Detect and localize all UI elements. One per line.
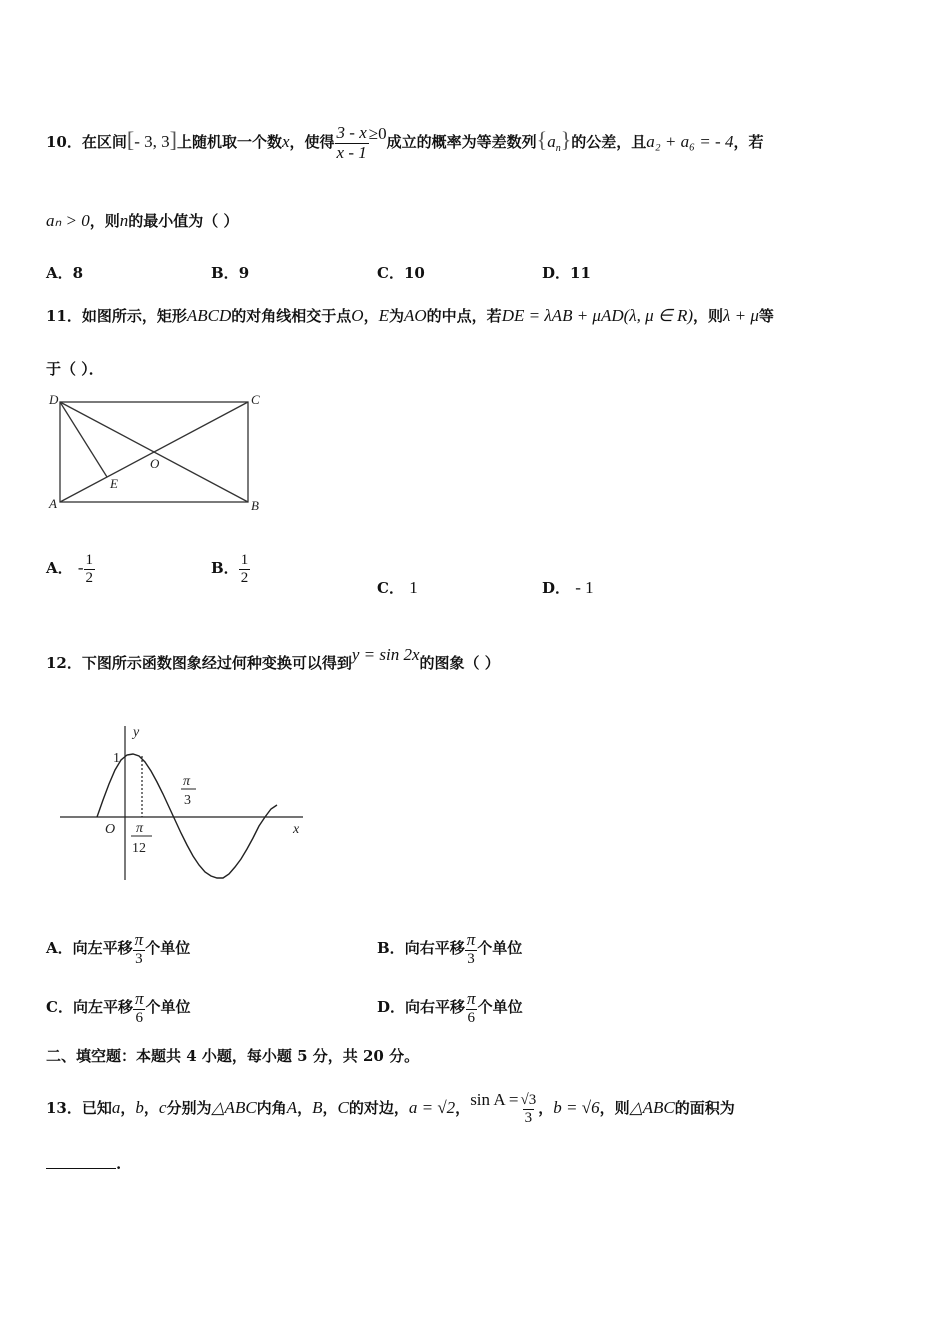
q10-text: 上随机取一个数 — [176, 133, 282, 152]
label-origin: O — [105, 822, 116, 837]
fraction-denominator: 6 — [135, 1009, 143, 1026]
q11-text: ， — [363, 307, 379, 325]
option-label: A． — [46, 939, 73, 958]
q13-text: 内角 — [256, 1099, 287, 1117]
q11-option-d[interactable] — [542, 577, 594, 598]
option-fraction — [465, 931, 478, 967]
label-x: x — [293, 822, 300, 837]
q13-var-a: a — [111, 1098, 121, 1117]
q13-end: . — [116, 1155, 122, 1173]
answer-blank-line[interactable] — [46, 1168, 116, 1169]
option-value: 11 — [570, 264, 591, 282]
q10-option-b[interactable] — [211, 262, 249, 283]
option-label: A． — [46, 264, 73, 282]
q10-condition: a₂ + a₆ = - 4 — [646, 132, 734, 152]
q13-text: ，则 — [599, 1099, 630, 1117]
fraction-numerator: 3 - x — [336, 123, 367, 142]
option-text: 个单位 — [477, 998, 523, 1017]
q13-triangle: △ABC — [629, 1098, 675, 1117]
q10-option-a[interactable] — [46, 262, 83, 283]
label-pi-bottom: π — [136, 821, 144, 836]
q13-sin-a: sin A = — [470, 1090, 519, 1109]
q13-angle-c: C — [337, 1098, 349, 1117]
interval-bracket-right: ] — [169, 127, 177, 153]
interval-bracket-left: [ — [126, 127, 135, 153]
q10-var-n: n — [119, 211, 129, 230]
segment-de — [60, 402, 107, 477]
option-text: 向右平移 — [404, 939, 465, 958]
option-text: 个单位 — [477, 939, 523, 958]
q12-option-d[interactable] — [377, 990, 523, 1026]
option-value: 9 — [238, 264, 250, 282]
q11-segment-ao: AO — [404, 306, 427, 325]
option-label: D． — [542, 579, 571, 597]
label-o: O — [150, 456, 160, 471]
rectangle-figure — [46, 390, 276, 515]
q12-text: 的图象（ ） — [419, 654, 500, 672]
brace-right: } — [560, 127, 572, 153]
q13-number: 13． — [46, 1099, 82, 1117]
fraction-numerator: π — [467, 989, 476, 1008]
label-three: 3 — [184, 793, 191, 808]
option-text: 向左平移 — [72, 939, 133, 958]
option-text: 向左平移 — [72, 998, 133, 1017]
q11-text: 如图所示，矩形 — [81, 307, 187, 325]
label-one: 1 — [113, 751, 120, 766]
q10-text: 在区间 — [81, 133, 127, 152]
fraction-denominator: 3 — [467, 950, 475, 967]
option-label: C． — [377, 579, 404, 597]
q11-text: ，则 — [693, 307, 724, 325]
option-value: 1 — [409, 578, 418, 597]
q10-positive-condition: aₙ > 0 — [46, 211, 90, 230]
option-label: D． — [542, 264, 571, 282]
q11-vector-expr: DE = λAB + μAD(λ, μ ∈ R) — [501, 306, 694, 325]
q11-option-b[interactable] — [211, 552, 250, 586]
q10-text: 的最小值为（ ） — [128, 212, 239, 230]
option-value: - 1 — [575, 578, 594, 597]
q10-text: 的公差，且 — [571, 133, 647, 152]
label-twelve: 12 — [132, 841, 146, 856]
q13-triangle: △ABC — [211, 1098, 257, 1117]
option-fraction — [465, 990, 478, 1026]
q11-number: 11． — [46, 307, 82, 325]
fraction-numerator: 1 — [85, 552, 94, 568]
option-fraction — [239, 552, 251, 586]
q11-line2 — [46, 358, 104, 379]
q11-option-a[interactable] — [46, 552, 95, 586]
q13-angle-a: A — [286, 1098, 298, 1117]
option-text: 个单位 — [145, 998, 191, 1017]
q13-line1: 13．已知a，b，c分别为△ABC内角A，B，C的对边，a = √2，sin A = $\frac{√3}{3}$ ，b = √6，则△ABC的面积为 — [46, 1090, 735, 1126]
q12-function: y = sin 2x — [351, 645, 420, 664]
fraction-denominator: 6 — [467, 1009, 476, 1026]
option-value: 8 — [72, 264, 84, 282]
q10-number: 10． — [46, 133, 82, 152]
q11-sum: λ + μ — [723, 306, 759, 325]
q13-var-b: b — [135, 1098, 144, 1117]
label-pi-top: π — [183, 774, 191, 789]
q10-line2 — [46, 210, 239, 231]
option-text: 个单位 — [145, 939, 191, 958]
q12-text: 下图所示函数图象经过何种变换可以得到 — [81, 654, 352, 672]
q11-text: 的对角线相交于点 — [231, 307, 352, 325]
label-y: y — [133, 725, 140, 740]
label-d: D — [49, 392, 59, 407]
option-label: B． — [211, 264, 239, 282]
q11-text: 为 — [388, 307, 404, 325]
fraction-numerator: π — [134, 989, 144, 1008]
q11-option-c[interactable] — [377, 577, 418, 598]
q10-sequence: a — [547, 132, 556, 152]
q11-line1 — [46, 305, 774, 326]
q10-text: ，则 — [89, 212, 120, 230]
fraction-denominator: 3 — [135, 950, 143, 967]
option-label: A． — [46, 559, 73, 577]
sine-graph-figure — [55, 720, 315, 890]
label-c: C — [251, 392, 260, 407]
q13-b-value: b = √6 — [553, 1098, 600, 1117]
q12-option-c[interactable] — [46, 990, 191, 1026]
section-heading-text: 二、填空题：本题共 4 小题，每小题 5 分，共 20 分。 — [46, 1047, 420, 1065]
q11-rect-name: ABCD — [186, 306, 232, 325]
q10-inequality-fraction — [335, 124, 369, 162]
q10-option-c[interactable] — [377, 262, 425, 283]
q11-text: 等 — [758, 307, 774, 325]
q10-text: ，若 — [733, 133, 764, 152]
q13-text: 的面积为 — [674, 1099, 735, 1117]
option-sign: - — [77, 558, 84, 577]
option-label: B． — [377, 939, 405, 958]
sine-curve — [97, 754, 277, 878]
fraction-numerator: π — [134, 930, 144, 949]
q13-text: 的对边， — [348, 1099, 409, 1117]
option-label: D． — [377, 998, 406, 1017]
subscript-n: n — [555, 143, 561, 155]
q10-interval: - 3, 3 — [134, 132, 170, 152]
brace-left: { — [536, 127, 548, 153]
option-label: B． — [211, 559, 239, 577]
q10-geq: ≥0 — [368, 124, 387, 144]
q13-sin-fraction — [519, 1092, 539, 1126]
option-fraction — [133, 990, 146, 1026]
q12-option-a[interactable] — [46, 931, 190, 967]
q13-text: 已知 — [81, 1099, 112, 1117]
option-label: C． — [377, 264, 404, 282]
fraction-numerator: √3 — [520, 1092, 537, 1108]
fraction-denominator: 2 — [240, 569, 249, 586]
q12-line1 — [46, 645, 500, 673]
q13-a-value: a = √2 — [408, 1098, 456, 1117]
option-value: 10 — [403, 264, 425, 282]
q13-angle-b: B — [312, 1098, 323, 1117]
option-fraction — [133, 931, 146, 967]
section-heading — [46, 1045, 419, 1066]
fraction-denominator: x - 1 — [336, 142, 367, 162]
q10-var-x: x — [281, 132, 290, 152]
option-fraction — [84, 552, 96, 586]
label-a: A — [49, 496, 57, 511]
q12-option-b[interactable] — [377, 931, 522, 967]
q10-text: ，使得 — [289, 133, 335, 152]
q12-number: 12． — [46, 654, 82, 672]
q11-text: 的中点，若 — [426, 307, 502, 325]
q10-option-d[interactable] — [542, 262, 591, 283]
fraction-numerator: π — [466, 930, 476, 949]
q13-text: 分别为 — [166, 1099, 212, 1117]
q10-text: 成立的概率为等差数列 — [386, 133, 537, 152]
fraction-numerator: 1 — [240, 552, 249, 568]
option-text: 向右平移 — [405, 998, 466, 1017]
label-b: B — [251, 498, 259, 513]
q13-var-c: c — [158, 1098, 167, 1117]
option-label: C． — [46, 998, 73, 1017]
q13-answer-blank[interactable] — [46, 1155, 121, 1173]
q10-line1 — [46, 124, 763, 162]
q11-point-o: O — [351, 306, 364, 325]
label-e: E — [110, 476, 118, 491]
q11-point-e: E — [378, 306, 389, 325]
q11-text: 于（ ）． — [46, 360, 104, 378]
fraction-denominator: 2 — [85, 569, 94, 586]
fraction-denominator: 3 — [524, 1109, 533, 1126]
